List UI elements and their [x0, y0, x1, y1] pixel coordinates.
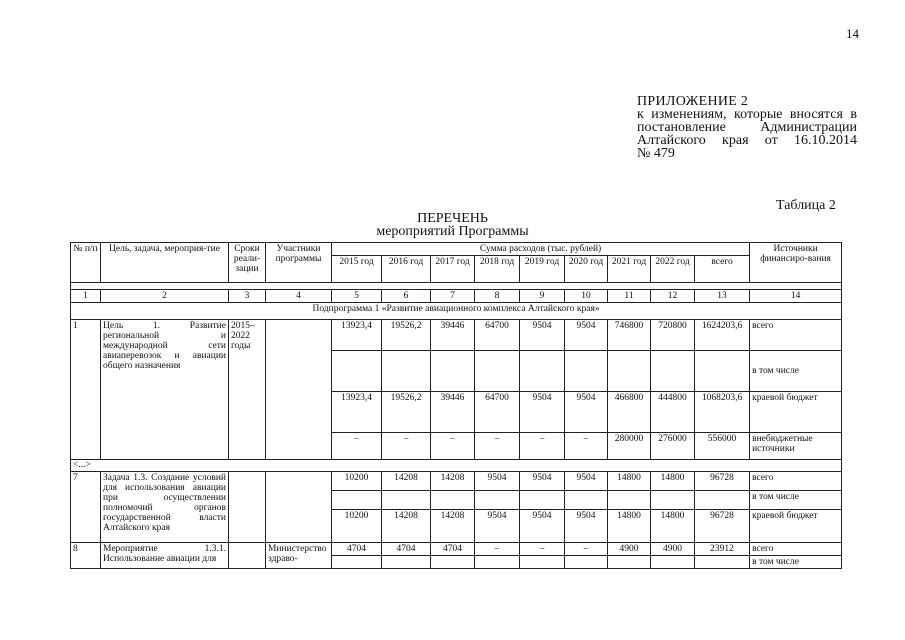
amount-cell: – — [520, 543, 565, 556]
page-number: 14 — [846, 26, 859, 41]
appendix-title: ПРИЛОЖЕНИЕ 2 — [637, 94, 749, 109]
amount-cell — [431, 351, 475, 392]
column-number: 13 — [695, 290, 750, 303]
amount-cell: 14208 — [382, 510, 431, 543]
row-term: 2015–2022 годы — [229, 320, 266, 460]
column-number: 9 — [520, 290, 565, 303]
heading-subtitle: мероприятий Программы — [376, 224, 529, 239]
row-number: 8 — [71, 543, 101, 569]
amount-cell: – — [431, 433, 475, 460]
amount-cell: 10200 — [332, 472, 382, 491]
amount-cell: 9504 — [565, 392, 608, 433]
source-cell: краевой бюджет — [750, 392, 842, 433]
source-cell: всего — [750, 543, 842, 556]
amount-cell — [520, 351, 565, 392]
row-number: 7 — [71, 472, 101, 543]
table-row — [71, 320, 842, 351]
header-year: 2021 год — [608, 256, 651, 283]
table-row — [71, 472, 842, 491]
column-number: 6 — [382, 290, 431, 303]
amount-cell: 4900 — [651, 543, 695, 556]
amount-cell: – — [475, 543, 520, 556]
row-participants: Министерство здраво- — [266, 543, 332, 569]
amount-cell: 720800 — [651, 320, 695, 351]
amount-cell: 14208 — [431, 510, 475, 543]
header-year: 2020 год — [565, 256, 608, 283]
source-cell: всего — [750, 472, 842, 491]
header-term: Сроки реали-зации — [229, 243, 266, 283]
amount-cell: 14800 — [608, 472, 651, 491]
header-sources: Источники финансиро-вания — [750, 243, 842, 283]
amount-cell: 9504 — [475, 472, 520, 491]
amount-cell: 64700 — [475, 392, 520, 433]
source-cell: в том числе — [750, 351, 842, 392]
header-year: 2017 год — [431, 256, 475, 283]
appendix-block — [637, 95, 857, 160]
amount-cell: 64700 — [475, 320, 520, 351]
amount-cell — [651, 556, 695, 569]
header-goal: Цель, задача, мероприя-тие — [101, 243, 229, 283]
amount-cell — [695, 351, 750, 392]
amount-cell — [332, 556, 382, 569]
measures-table — [70, 242, 842, 569]
amount-cell — [520, 556, 565, 569]
amount-cell: 14208 — [431, 472, 475, 491]
appendix-line: к изменениям, которые вносятся в — [637, 107, 857, 122]
row-number: 1 — [71, 320, 101, 460]
amount-cell: – — [382, 433, 431, 460]
column-number: 7 — [431, 290, 475, 303]
subprogram-title: Подпрограмма 1 «Развитие авиационного комплекса Алтайского края» — [71, 303, 842, 320]
ellipsis-marker: <...> — [71, 460, 842, 472]
amount-cell: – — [332, 433, 382, 460]
header-year: 2022 год — [651, 256, 695, 283]
amount-cell: 4704 — [431, 543, 475, 556]
amount-cell: 13923,4 — [332, 392, 382, 433]
table-row — [71, 543, 842, 556]
row-term — [229, 472, 266, 543]
amount-cell: 1068203,6 — [695, 392, 750, 433]
amount-cell — [431, 491, 475, 510]
amount-cell — [651, 351, 695, 392]
header-year: 2018 год — [475, 256, 520, 283]
amount-cell: – — [565, 433, 608, 460]
header-year: 2016 год — [382, 256, 431, 283]
amount-cell — [475, 556, 520, 569]
row-participants — [266, 472, 332, 543]
amount-cell: – — [475, 433, 520, 460]
amount-cell: 9504 — [565, 472, 608, 491]
amount-cell: 96728 — [695, 510, 750, 543]
amount-cell: 19526,2 — [382, 320, 431, 351]
amount-cell — [332, 351, 382, 392]
amount-cell: 14800 — [608, 510, 651, 543]
appendix-line: № 479 — [637, 146, 675, 161]
column-numbers-row — [71, 290, 842, 303]
column-number: 5 — [332, 290, 382, 303]
header-year: 2015 год — [332, 256, 382, 283]
document-heading — [0, 212, 905, 238]
amount-cell: 19526,2 — [382, 392, 431, 433]
row-task: Задача 1.3. Создание условий для использования авиации при осуществлении полномочий органов государственной власти Алтайского края — [101, 472, 229, 543]
amount-cell: 444800 — [651, 392, 695, 433]
column-number: 4 — [266, 290, 332, 303]
appendix-line: Алтайского края от 16.10.2014 — [637, 133, 857, 148]
amount-cell — [565, 556, 608, 569]
amount-cell: 10200 — [332, 510, 382, 543]
column-number: 10 — [565, 290, 608, 303]
ellipsis-row — [71, 460, 842, 472]
row-participants — [266, 320, 332, 460]
amount-cell: 14208 — [382, 472, 431, 491]
appendix-line: постановление Администрации — [637, 120, 857, 135]
amount-cell — [608, 556, 651, 569]
amount-cell: – — [565, 543, 608, 556]
amount-cell: 39446 — [431, 320, 475, 351]
amount-cell — [382, 351, 431, 392]
amount-cell: 9504 — [520, 392, 565, 433]
source-cell: внебюджетные источники — [750, 433, 842, 460]
amount-cell: – — [520, 433, 565, 460]
amount-cell: 23912 — [695, 543, 750, 556]
header-total: всего — [695, 256, 750, 283]
amount-cell: 9504 — [520, 472, 565, 491]
amount-cell: 1624203,6 — [695, 320, 750, 351]
amount-cell: 466800 — [608, 392, 651, 433]
amount-cell: 9504 — [565, 510, 608, 543]
amount-cell — [651, 491, 695, 510]
heading-title: ПЕРЕЧЕНЬ — [417, 211, 488, 226]
amount-cell: 14800 — [651, 472, 695, 491]
column-number: 14 — [750, 290, 842, 303]
amount-cell — [695, 491, 750, 510]
column-number: 2 — [101, 290, 229, 303]
row-term — [229, 543, 266, 569]
amount-cell — [695, 556, 750, 569]
amount-cell: 4900 — [608, 543, 651, 556]
table-label: Таблица 2 — [776, 198, 836, 213]
amount-cell — [608, 351, 651, 392]
amount-cell: 4704 — [382, 543, 431, 556]
subprogram-row — [71, 303, 842, 320]
row-measure: Мероприятие 1.3.1. Использование авиации для — [101, 543, 229, 569]
amount-cell: 13923,4 — [332, 320, 382, 351]
amount-cell: 9504 — [520, 320, 565, 351]
amount-cell: 280000 — [608, 433, 651, 460]
column-number: 12 — [651, 290, 695, 303]
amount-cell — [565, 491, 608, 510]
amount-cell — [565, 351, 608, 392]
column-number: 3 — [229, 290, 266, 303]
amount-cell: 39446 — [431, 392, 475, 433]
source-cell: краевой бюджет — [750, 510, 842, 543]
column-number: 11 — [608, 290, 651, 303]
amount-cell: 14800 — [651, 510, 695, 543]
amount-cell — [382, 491, 431, 510]
source-cell: в том числе — [750, 556, 842, 569]
amount-cell: 9504 — [520, 510, 565, 543]
spacer-row — [71, 283, 842, 290]
amount-cell: 9504 — [565, 320, 608, 351]
amount-cell: 4704 — [332, 543, 382, 556]
amount-cell — [382, 556, 431, 569]
column-number: 1 — [71, 290, 101, 303]
amount-cell — [475, 351, 520, 392]
amount-cell: 746800 — [608, 320, 651, 351]
table-header-row — [71, 243, 842, 256]
row-goal: Цель 1. Развитие региональной и международной сети авиаперевозок и авиации общего назначения — [101, 320, 229, 460]
header-sum: Сумма расходов (тыс. рублей) — [332, 243, 750, 256]
header-num: № п/п — [71, 243, 101, 283]
header-participants: Участники программы — [266, 243, 332, 283]
source-cell: в том числе — [750, 491, 842, 510]
amount-cell — [520, 491, 565, 510]
column-number: 8 — [475, 290, 520, 303]
amount-cell — [608, 491, 651, 510]
amount-cell — [431, 556, 475, 569]
amount-cell — [332, 491, 382, 510]
amount-cell: 9504 — [475, 510, 520, 543]
amount-cell — [475, 491, 520, 510]
amount-cell: 556000 — [695, 433, 750, 460]
source-cell: всего — [750, 320, 842, 351]
amount-cell: 96728 — [695, 472, 750, 491]
header-year: 2019 год — [520, 256, 565, 283]
amount-cell: 276000 — [651, 433, 695, 460]
